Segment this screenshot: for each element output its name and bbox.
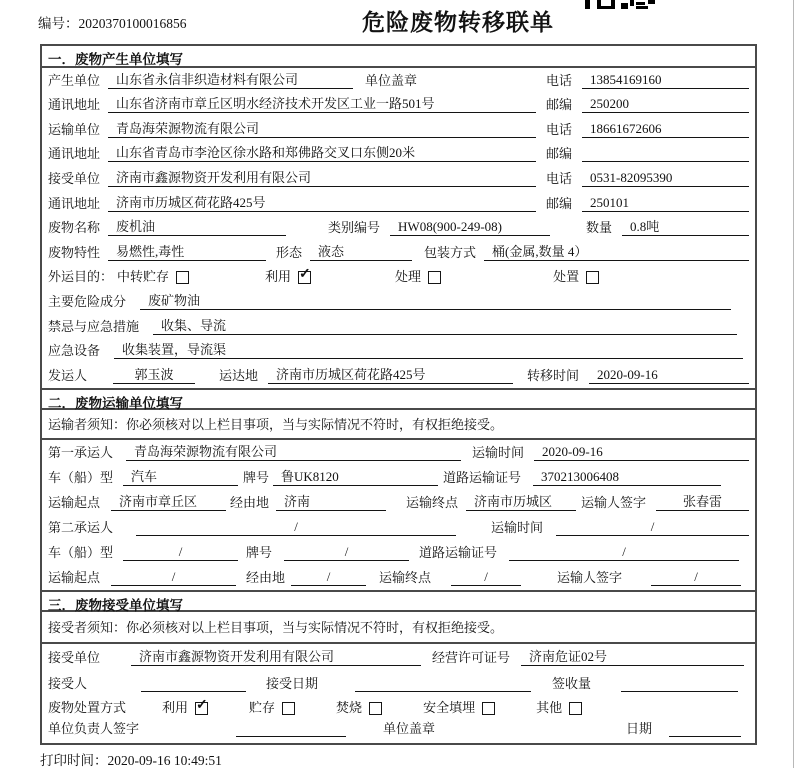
taboo-field: 收集、导流	[153, 315, 737, 335]
hazard-label: 主要危险成分	[48, 293, 127, 309]
section3-header: 三．废物接受单位填写	[42, 590, 755, 612]
carrier2-label: 第二承运人	[48, 519, 114, 535]
via1-label: 经由地	[230, 494, 270, 510]
zip3-field: 250101	[582, 195, 749, 212]
end1-label: 运输终点	[406, 494, 459, 510]
sign1-label: 运输人签字	[581, 494, 647, 510]
responsible-sign-label: 单位负责人签字	[48, 720, 140, 736]
phone1-label: 电话	[546, 72, 573, 88]
packing-label: 包装方式	[424, 244, 477, 260]
equipment-field: 收集装置，导流渠	[114, 339, 743, 359]
receiving-unit-row	[42, 644, 755, 670]
receive-date-field	[355, 677, 531, 692]
sign2-field: /	[651, 569, 741, 586]
carrier2-field: /	[136, 519, 456, 536]
category-label: 类别编号	[328, 220, 381, 236]
receiving-unit-field: 济南市鑫源物资开发利用有限公司	[131, 646, 421, 666]
via2-label: 经由地	[246, 569, 286, 585]
disposal-method-row	[42, 696, 755, 720]
roadcert2-label: 道路运输证号	[419, 544, 498, 560]
disposal-store-checkbox	[282, 702, 295, 715]
producer-row	[42, 68, 755, 93]
disposal-label: 废物处置方式	[48, 699, 127, 715]
vehicle2-field: /	[123, 544, 238, 561]
form-label: 形态	[276, 244, 303, 260]
treat-checkbox	[428, 271, 441, 284]
print-time-value: 2020-09-16 10:49:51	[107, 753, 222, 768]
address2-field: 山东省青岛市李沧区徐水路和郑佛路交叉口东侧20米	[108, 142, 536, 162]
address1-field: 山东省济南市章丘区明水经济技术开发区工业一路501号	[108, 93, 536, 113]
receiving-unit-label: 接受单位	[48, 649, 101, 665]
waste-characteristic-row	[42, 240, 755, 265]
date-label: 日期	[626, 720, 653, 736]
quantity-label: 数量	[586, 220, 613, 236]
carrier1-label: 第一承运人	[48, 444, 114, 460]
date-field	[669, 722, 741, 737]
section1-header: 一．废物产生单位填写	[42, 46, 755, 68]
roadcert1-label: 道路运输证号	[443, 469, 522, 485]
receiver-address-row	[42, 191, 755, 216]
origin1-label: 运输起点	[48, 494, 101, 510]
time2-field: /	[556, 519, 749, 536]
transporter-address-row	[42, 142, 755, 167]
disposal-option-store: 贮存	[249, 697, 295, 716]
phone2-label: 电话	[546, 121, 573, 137]
recipient-row	[42, 670, 755, 696]
time1-field: 2020-09-16	[534, 444, 749, 461]
via1-field: 济南	[276, 491, 386, 511]
destination-label: 运达地	[219, 367, 259, 383]
producer-address-row	[42, 93, 755, 118]
zip1-label: 邮编	[546, 97, 573, 113]
print-time-label: 打印时间：	[40, 753, 108, 768]
disposal-option-incinerate: 焚烧	[336, 697, 382, 716]
dispose-checkbox	[586, 271, 599, 284]
carrier1-field: 青岛海荣源物流有限公司	[126, 441, 461, 461]
disposal-option-utilize: 利用 ✓	[162, 697, 208, 716]
transfer-time-label: 转移时间	[527, 367, 580, 383]
form-field: 液态	[310, 241, 412, 261]
consignor-field: 郭玉波	[113, 364, 195, 384]
disposal-option-landfill: 安全填埋	[423, 697, 495, 716]
transit-storage-checkbox	[176, 271, 189, 284]
unit-seal-label: 单位盖章	[365, 72, 418, 88]
section2-header: 二．废物运输单位填写	[42, 388, 755, 410]
zip2-label: 邮编	[546, 146, 573, 162]
transporter-name-field: 青岛海荣源物流有限公司	[108, 118, 536, 138]
purpose-label: 外运目的：	[48, 269, 114, 285]
producer-label: 产生单位	[48, 72, 101, 88]
vehicle2-label: 车（船）型	[48, 544, 114, 560]
recipient-field	[141, 677, 246, 692]
receive-date-label: 接受日期	[266, 675, 319, 691]
plate1-field: 鲁UK8120	[273, 466, 438, 486]
characteristic-field: 易燃性,毒性	[108, 241, 266, 261]
equipment-label: 应急设备	[48, 343, 101, 359]
address3-label: 通讯地址	[48, 195, 101, 211]
sign2-label: 运输人签字	[557, 569, 623, 585]
characteristic-label: 废物特性	[48, 244, 101, 260]
page-title: 危险废物转移联单	[362, 9, 554, 35]
origin1-field: 济南市章丘区	[111, 491, 226, 511]
address2-label: 通讯地址	[48, 146, 101, 162]
phone3-field: 0531-82095390	[582, 170, 749, 187]
phone1-field: 13854169160	[582, 72, 749, 89]
disposal-incinerate-checkbox	[369, 702, 382, 715]
phone3-label: 电话	[546, 170, 573, 186]
emergency-equipment-row	[42, 339, 755, 364]
vehicle1-field: 汽车	[123, 466, 238, 486]
receiver-label: 接受单位	[48, 170, 101, 186]
second-route-row	[42, 565, 755, 590]
consignor-label: 发运人	[48, 367, 88, 383]
disposal-option-other: 其他	[536, 697, 582, 716]
receiver-row	[42, 166, 755, 191]
first-vehicle-row	[42, 465, 755, 490]
serial-label: 编号：	[38, 16, 79, 31]
plate2-field: /	[284, 544, 409, 561]
plate2-label: 牌号	[246, 544, 273, 560]
second-carrier-row	[42, 515, 755, 540]
disposal-utilize-checkbox	[195, 702, 208, 715]
responsible-signature-row	[42, 720, 755, 741]
received-qty-label: 签收量	[552, 675, 592, 691]
time2-label: 运输时间	[491, 519, 544, 535]
receiver-notice: 接受者须知：你必须核对以上栏目事项，当与实际情况不符时，有权拒绝接受。	[42, 612, 755, 644]
roadcert1-field: 370213006408	[533, 469, 721, 486]
address3-field: 济南市历城区荷花路425号	[108, 192, 536, 212]
plate1-label: 牌号	[243, 469, 270, 485]
transporter-row	[42, 117, 755, 142]
transfer-time-field: 2020-09-16	[589, 367, 749, 384]
serial-value: 2020370100016856	[78, 16, 187, 31]
origin2-field: /	[111, 569, 236, 586]
category-field: HW08(900-249-08)	[390, 219, 550, 236]
transporter-notice: 运输者须知：你必须核对以上栏目事项，当与实际情况不符时，有权拒绝接受。	[42, 410, 755, 440]
zip1-field: 250200	[582, 96, 749, 113]
transfer-purpose-row	[42, 265, 755, 290]
taboo-measures-row	[42, 314, 755, 339]
waste-name-field: 废机油	[108, 216, 286, 236]
first-carrier-row	[42, 440, 755, 465]
print-time	[40, 749, 222, 768]
roadcert2-field: /	[509, 544, 739, 561]
end1-field: 济南市历城区	[466, 491, 576, 511]
purpose-option-dispose: 处置	[553, 266, 599, 285]
purpose-option-treat: 处理	[395, 266, 441, 285]
waste-name-row	[42, 216, 755, 241]
disposal-landfill-checkbox	[482, 702, 495, 715]
end2-field: /	[451, 569, 521, 586]
consignor-row	[42, 363, 755, 388]
license-field: 济南危证02号	[521, 646, 744, 666]
transporter-label: 运输单位	[48, 121, 101, 137]
purpose-option-utilize: 利用 ✓	[265, 266, 311, 285]
form-table	[40, 44, 757, 745]
origin2-label: 运输起点	[48, 569, 101, 585]
purpose-option-transit-storage: 中转贮存	[117, 266, 189, 285]
responsible-sign-field	[236, 722, 346, 737]
packing-field: 桶(金属,数量 4）	[484, 241, 749, 261]
vehicle1-label: 车（船）型	[48, 469, 114, 485]
license-label: 经营许可证号	[432, 649, 511, 665]
address1-label: 通讯地址	[48, 97, 101, 113]
recipient-label: 接受人	[48, 675, 88, 691]
form-header	[0, 0, 796, 40]
time1-label: 运输时间	[472, 444, 525, 460]
utilize-checkbox	[298, 271, 311, 284]
sign1-field: 张春雷	[656, 491, 749, 511]
page-right-edge	[793, 0, 794, 768]
producer-name-field: 山东省永信非织造材料有限公司	[108, 69, 353, 89]
disposal-other-checkbox	[569, 702, 582, 715]
via2-field: /	[291, 569, 366, 586]
receiver-name-field: 济南市鑫源物资开发利用有限公司	[108, 167, 536, 187]
destination-field: 济南市历城区荷花路425号	[268, 364, 513, 384]
end2-label: 运输终点	[379, 569, 432, 585]
zip3-label: 邮编	[546, 195, 573, 211]
hazard-field: 废矿物油	[140, 290, 731, 310]
received-qty-field	[621, 677, 738, 692]
taboo-label: 禁忌与应急措施	[48, 318, 140, 334]
zip2-field	[582, 147, 749, 162]
waste-name-label: 废物名称	[48, 220, 101, 236]
phone2-field: 18661672606	[582, 121, 749, 138]
first-route-row	[42, 490, 755, 515]
unit-seal2-label: 单位盖章	[383, 720, 436, 736]
hazard-components-row	[42, 289, 755, 314]
second-vehicle-row	[42, 540, 755, 565]
quantity-field: 0.8吨	[622, 216, 749, 236]
